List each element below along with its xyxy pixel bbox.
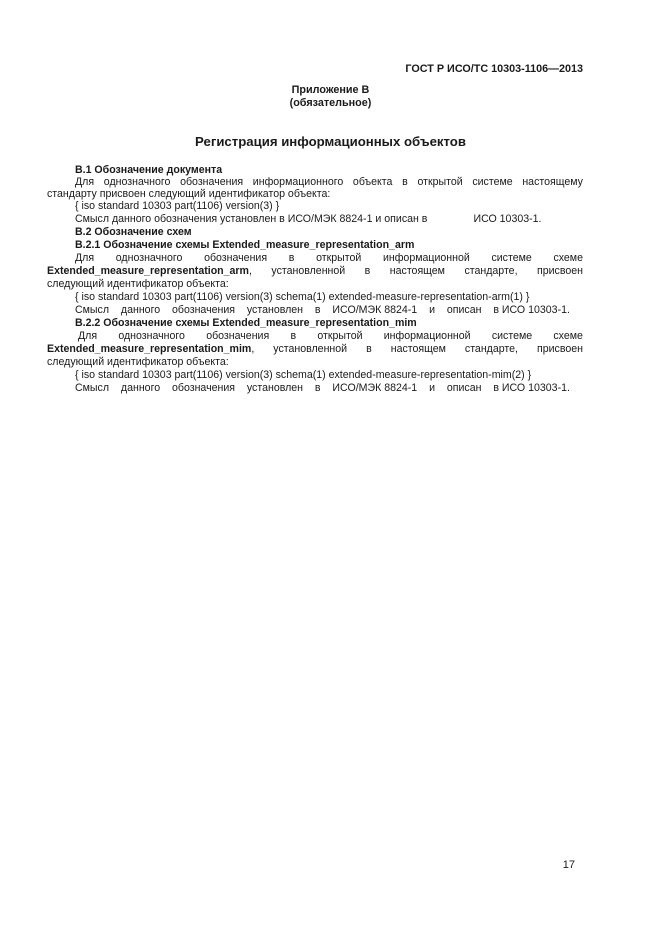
- word: настоящем: [389, 265, 445, 277]
- b21-meaning: [75, 304, 570, 316]
- word: Для: [75, 252, 95, 264]
- document-header-id: ГОСТ Р ИСО/ТС 10303-1106—2013: [405, 63, 583, 75]
- word: обозначения: [204, 252, 268, 264]
- word: однозначного: [115, 252, 183, 264]
- b22-paragraph-line3: следующий идентификатор объекта:: [47, 356, 229, 368]
- word: присвоен: [536, 343, 583, 355]
- word: информационной: [383, 330, 471, 342]
- word: информационного: [252, 176, 344, 188]
- word: в: [314, 304, 321, 316]
- word: в: [288, 252, 295, 264]
- word: в: [364, 265, 371, 277]
- b1-paragraph-line1: [75, 176, 583, 188]
- word: обозначения: [171, 382, 235, 394]
- word: настоящему: [522, 176, 583, 188]
- word: данного: [120, 382, 161, 394]
- word: информационной: [382, 252, 470, 264]
- b2-heading: В.2 Обозначение схем: [75, 226, 192, 238]
- section-title: Регистрация информационных объектов: [195, 134, 466, 149]
- word: в ИСО 10303-1.: [493, 382, 570, 394]
- word: обозначения: [171, 304, 235, 316]
- word: Смысл: [75, 382, 110, 394]
- b1-meaning-prefix: Смысл данного обозначения установлен в ИСО/МЭК 8824-1 и описан в: [75, 213, 428, 225]
- word: обозначения: [180, 176, 244, 188]
- b1-heading: В.1 Обозначение документа: [75, 164, 223, 176]
- word: установлен: [246, 382, 304, 394]
- word: описан: [446, 382, 482, 394]
- annex-status: (обязательное): [289, 97, 372, 109]
- b1-meaning-ref: ИСО 10303-1.: [473, 213, 542, 225]
- b22-paragraph-line1: [78, 330, 583, 342]
- word: Для: [78, 330, 98, 342]
- word: описан: [446, 304, 482, 316]
- annex-title: Приложение В: [291, 84, 370, 96]
- word: открытой: [417, 176, 463, 188]
- word: ИСО/МЭК 8824-1: [332, 304, 418, 316]
- word: установленной: [271, 265, 346, 277]
- word: и: [429, 382, 435, 394]
- b22-identifier: { iso standard 10303 part(1106) version(3) schema(1) extended-measure-representation-mim(2) }: [75, 369, 532, 381]
- b1-identifier: { iso standard 10303 part(1106) version(3) }: [75, 200, 280, 212]
- word: открытой: [316, 252, 362, 264]
- word: объекта: [352, 176, 393, 188]
- word: стандарте,: [464, 343, 518, 355]
- b22-heading: В.2.2 Обозначение схемы Extended_measure_representation_mim: [75, 317, 417, 329]
- word: в ИСО 10303-1.: [493, 304, 570, 316]
- word: Смысл: [75, 304, 110, 316]
- word: установлен: [246, 304, 304, 316]
- schema-name: Extended_measure_representation_mim: [47, 343, 252, 355]
- b21-paragraph-line1: [75, 252, 583, 264]
- b21-identifier: { iso standard 10303 part(1106) version(3) schema(1) extended-measure-representation-arm(1) }: [75, 291, 530, 303]
- word: системе: [491, 330, 533, 342]
- word: Для: [75, 176, 95, 188]
- b21-paragraph-line2: Extended_measure_representation_arm, установленной в настоящем стандарте, присвоен: [47, 265, 583, 277]
- b1-paragraph-line2: стандарту присвоен следующий идентификатор объекта:: [47, 188, 331, 200]
- b21-heading: В.2.1 Обозначение схемы Extended_measure_representation_arm: [75, 239, 415, 251]
- word: ИСО/МЭК 8824-1: [332, 382, 418, 394]
- word: однозначного: [103, 176, 171, 188]
- word: в: [402, 176, 408, 188]
- word: в: [290, 330, 297, 342]
- page-number: 17: [562, 859, 575, 871]
- b21-paragraph-line3: следующий идентификатор объекта:: [47, 278, 229, 290]
- word: однозначного: [118, 330, 185, 342]
- word: присвоен: [536, 265, 583, 277]
- word: открытой: [317, 330, 363, 342]
- word: обозначения: [206, 330, 270, 342]
- b1-meaning: [75, 213, 542, 225]
- schema-name: Extended_measure_representation_arm: [47, 265, 249, 277]
- word: данного: [120, 304, 161, 316]
- word: стандарте,: [464, 265, 518, 277]
- word: системе: [472, 176, 513, 188]
- word: схеме: [553, 330, 583, 342]
- word: и: [429, 304, 435, 316]
- b22-meaning: [75, 382, 570, 394]
- word: системе: [491, 252, 532, 264]
- word: в: [314, 382, 321, 394]
- word: в: [366, 343, 372, 355]
- word: установленной: [273, 343, 348, 355]
- word: настоящем: [390, 343, 446, 355]
- word: схеме: [553, 252, 583, 264]
- b22-paragraph-line2: Extended_measure_representation_mim, установленной в настоящем стандарте, присвоен: [47, 343, 583, 355]
